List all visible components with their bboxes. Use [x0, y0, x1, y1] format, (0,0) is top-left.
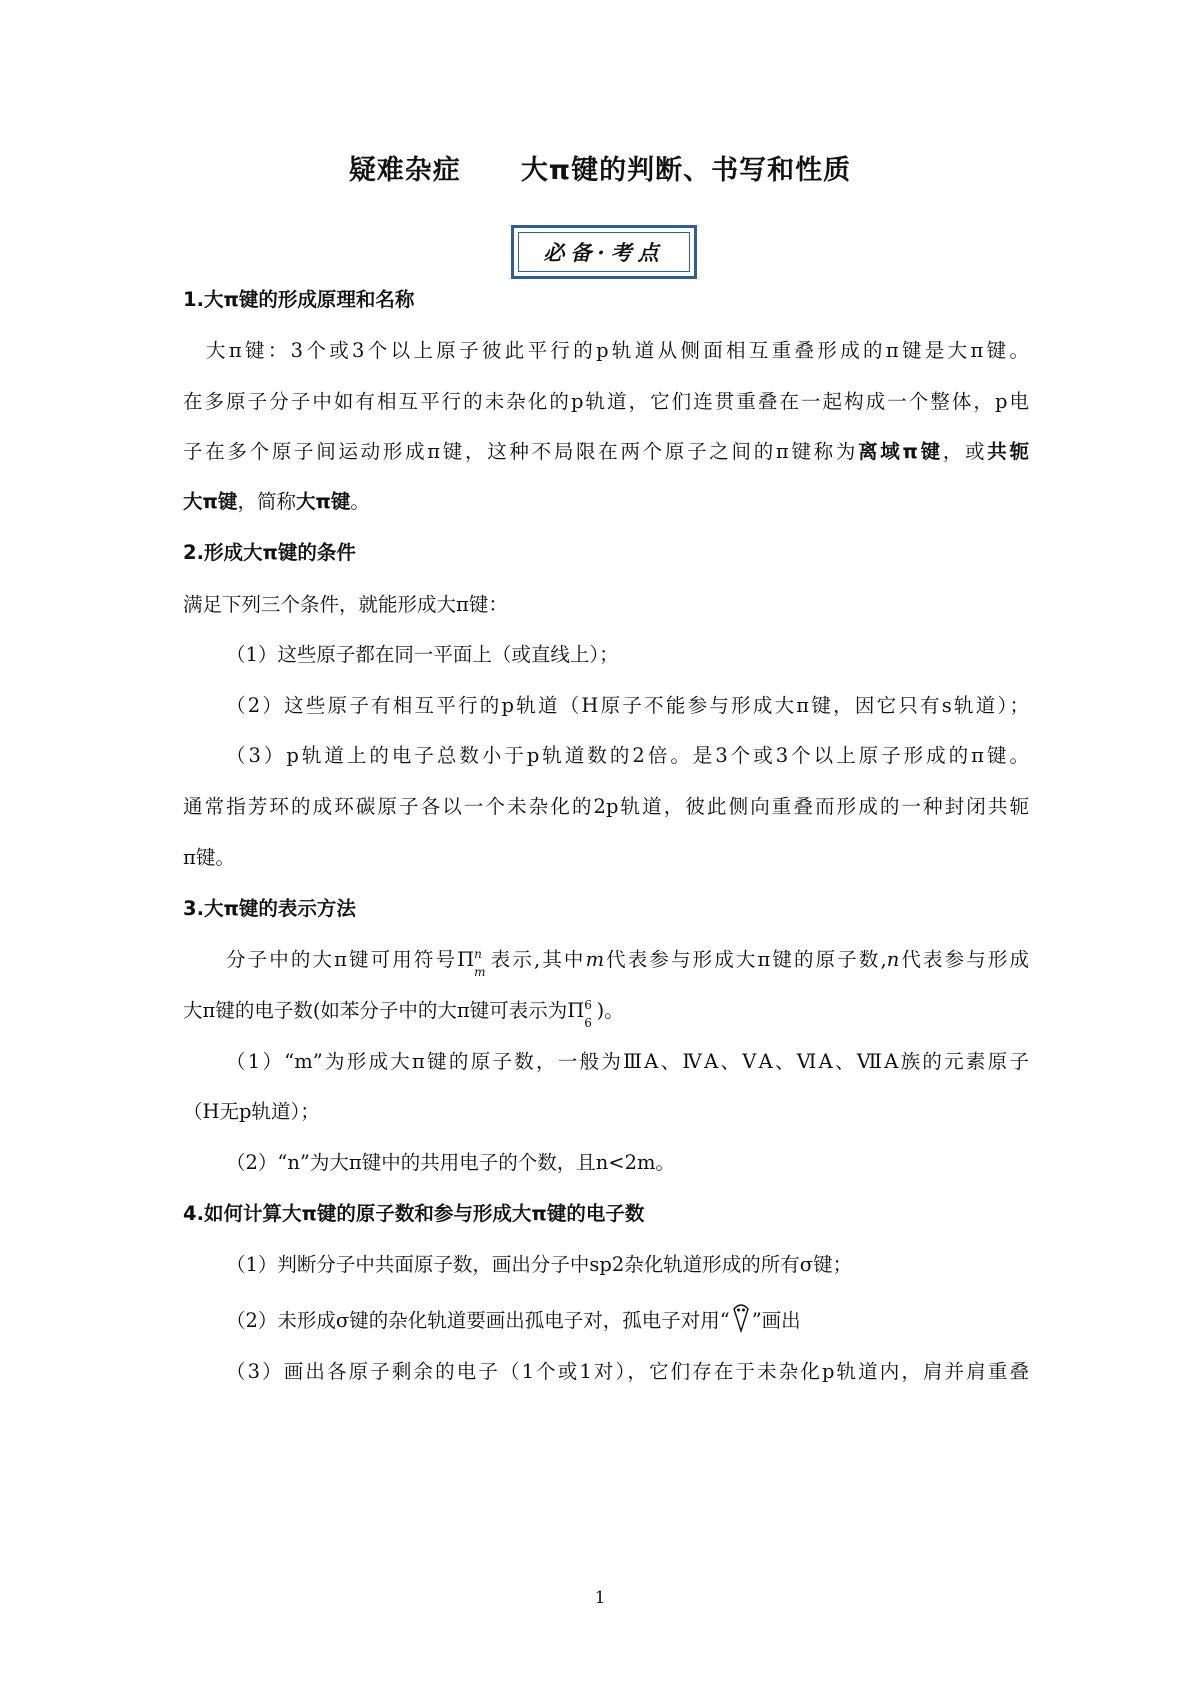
bold-term: 共轭: [987, 440, 1029, 463]
big-pi-symbol: Π n m: [457, 947, 486, 979]
lone-pair-icon: [732, 1303, 750, 1342]
text-run: ”画出: [751, 1309, 801, 1332]
bold-term: 大π键: [295, 490, 351, 513]
text-run: 代表参与形成: [899, 948, 1029, 971]
section-1-heading: 1.大π键的形成原理和名称: [183, 288, 415, 311]
section-2-heading: 2.形成大π键的条件: [183, 541, 356, 564]
section-2-intro: 满足下列三个条件，就能形成大π键：: [183, 593, 508, 616]
page-title: [0, 148, 1200, 187]
section-3-heading: 3.大π键的表示方法: [183, 897, 356, 920]
text-run: )。: [596, 999, 624, 1022]
text-run: 表示,其中: [490, 948, 586, 971]
title-left: 疑难杂症: [348, 155, 461, 186]
section-4-heading: 4.如何计算大π键的原子数和参与形成大π键的电子数: [183, 1202, 645, 1225]
condition-item: （1）这些原子都在同一平面上（或直线上）；: [226, 643, 619, 666]
section-1-paragraph-line: 在多原子分子中如有相互平行的未杂化的p轨道，它们连贯重叠在一起构成一个整体，p电: [183, 390, 1029, 413]
section-4-item: （1）判断分子中共面原子数，画出分子中sp2杂化轨道形成的所有σ键；: [226, 1253, 853, 1276]
section-4-item: [226, 1303, 1029, 1342]
section-2-paragraph-line: π键。: [183, 846, 235, 869]
text-run: 大π键的电子数(如苯分子中的大π键可表示为: [183, 999, 568, 1022]
benzene-pi-symbol: Π 6 6: [567, 998, 592, 1030]
bold-term: 大π键: [183, 490, 238, 513]
bold-term: 离域π键: [858, 440, 943, 463]
section-2-paragraph-line: 通常指芳环的成环碳原子各以一个未杂化的2p轨道，彼此侧向重叠而形成的一种封闭共轭: [183, 795, 1029, 818]
section-1-paragraph-line: 大π键：3个或3个以上原子彼此平行的p轨道从侧面相互重叠形成的π键是大π键。: [206, 339, 1029, 362]
text-run: 代表参与形成大π键的原子数,: [604, 948, 887, 971]
text-run: 。: [350, 490, 370, 513]
section-1-paragraph-line: [183, 437, 1029, 467]
text-run: ，或: [942, 440, 988, 463]
text-run: 分子中的大π键可用符号: [226, 948, 458, 971]
section-3-paragraph-line: [226, 945, 1029, 979]
variable-m: m: [585, 948, 605, 971]
variable-n: n: [886, 948, 900, 971]
section-3-item: （2）“n”为大π键中的共用电子的个数，且n<2m。: [226, 1151, 676, 1174]
page-number: 1: [594, 1588, 606, 1608]
condition-item: （3）p轨道上的电子总数小于p轨道数的2倍。是3个或3个以上原子形成的π键。: [226, 744, 1029, 767]
text-run: 子在多个原子间运动形成π键，这种不局限在两个原子之间的π键称为: [183, 440, 859, 463]
section-4-item: （3）画出各原子剩余的电子（1个或1对），它们存在于未杂化p轨道内，肩并肩重叠: [226, 1360, 1029, 1383]
section-3-item: （1）“m”为形成大π键的原子数，一般为ⅢA、ⅣA、ⅤA、ⅥA、ⅦA族的元素原子: [226, 1050, 1029, 1073]
section-badge-label: 必备·考点: [518, 232, 690, 272]
section-3-paragraph-line: [183, 996, 1029, 1030]
title-right: 大π键的判断、书写和性质: [520, 155, 852, 186]
section-1-paragraph-line: [183, 487, 1029, 517]
section-3-item: （H无p轨道）；: [183, 1100, 320, 1123]
text-run: （2）未形成σ键的杂化轨道要画出孤电子对，孤电子对用“: [226, 1309, 730, 1332]
text-run: ，简称: [237, 490, 296, 513]
condition-item: （2）这些原子有相互平行的p轨道（H原子不能参与形成大π键，因它只有s轨道）；: [226, 694, 1029, 717]
section-badge: [511, 225, 697, 279]
